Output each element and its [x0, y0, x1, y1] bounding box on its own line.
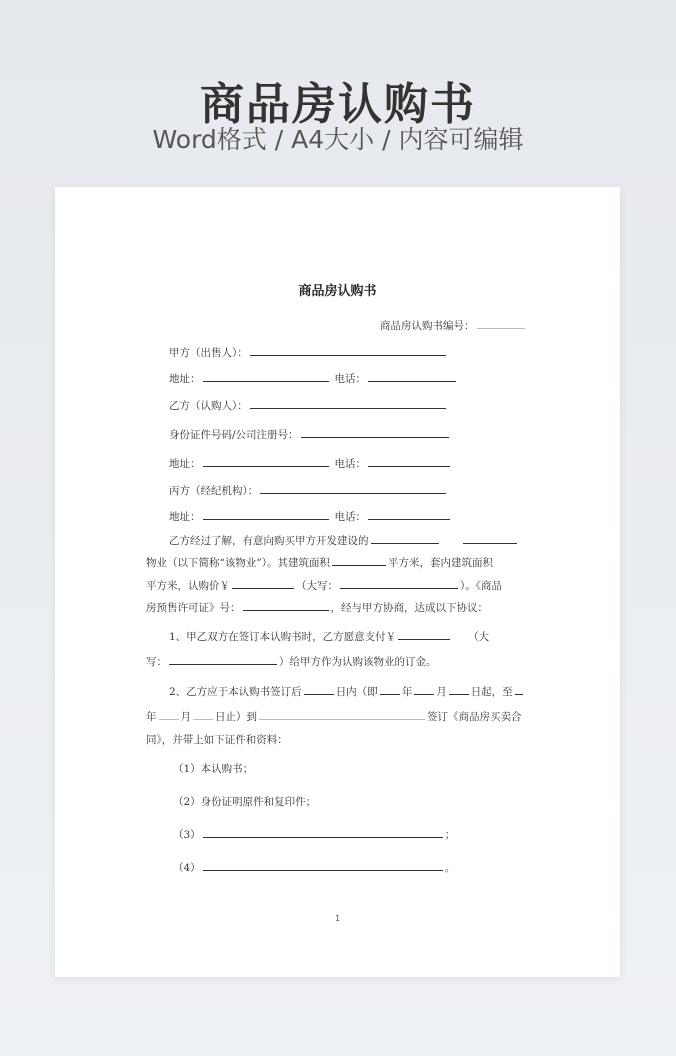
text: （大 [468, 631, 490, 643]
doc-title: 商品房认购书 [298, 284, 377, 299]
text: 乙方经过了解，有意向购买甲方开发建设的 [169, 535, 369, 547]
item-3 [173, 827, 455, 842]
text: 月 [436, 686, 447, 698]
blank[interactable] [169, 654, 277, 665]
text: 房预售许可证》号： [146, 602, 241, 614]
party-a-line [169, 345, 448, 360]
clause-2-line-1 [169, 684, 525, 699]
clause-1-line-1 [169, 629, 489, 644]
text: 日止）到 [215, 711, 257, 723]
blank[interactable] [193, 709, 213, 720]
para-line-4 [146, 600, 488, 615]
party-c-label: 丙方（经纪机构）： [169, 485, 259, 497]
address-label: 地址： [169, 511, 201, 523]
text: ）。《商品 [460, 580, 502, 592]
document-page [55, 187, 620, 977]
text: 年 [401, 686, 413, 698]
phone-blank[interactable] [368, 456, 450, 467]
text: 物业（以下简称“该物业”）。其建筑面积 [146, 557, 330, 569]
blank[interactable] [340, 578, 458, 589]
blank[interactable] [203, 860, 443, 871]
banner-subtitle: Word格式 / A4大小 / 内容可编辑 [152, 125, 524, 154]
text: 平方米，认购价￥ [146, 580, 230, 592]
text: 1、甲乙双方在签订本认购书时，乙方愿意支付￥ [169, 631, 397, 643]
address-label: 地址： [169, 458, 201, 470]
number-blank[interactable] [477, 318, 525, 329]
text: 。 [444, 862, 456, 874]
phone-blank[interactable] [368, 371, 456, 382]
id-label: 身份证件号码/公司注册号： [169, 429, 299, 441]
id-line [169, 427, 451, 442]
blank[interactable] [259, 709, 425, 720]
clause-2-line-2 [146, 709, 522, 724]
para-line-1 [169, 533, 519, 548]
address-blank[interactable] [203, 509, 329, 520]
blank[interactable] [332, 555, 386, 566]
phone-label: 电话： [334, 458, 366, 470]
number-line [380, 318, 527, 333]
id-blank[interactable] [301, 427, 449, 438]
address-c-line [169, 509, 452, 524]
text: （4） [173, 862, 201, 874]
text: 日内（即 [335, 686, 378, 698]
party-b-blank[interactable] [250, 398, 446, 409]
blank[interactable] [159, 709, 179, 720]
text: ，经与甲方协商，达成以下协议： [330, 602, 488, 614]
blank[interactable] [203, 827, 443, 838]
address-b-line [169, 456, 452, 471]
item-2: （2）身份证明原件和复印件； [173, 796, 317, 808]
address-blank[interactable] [203, 371, 329, 382]
item-1: （1）本认购书； [173, 763, 254, 775]
phone-label: 电话： [334, 373, 366, 385]
item-4 [173, 860, 455, 875]
address-blank[interactable] [203, 456, 329, 467]
blank[interactable] [463, 533, 517, 544]
para-line-3 [146, 578, 502, 593]
blank[interactable] [515, 684, 523, 695]
text: 写： [146, 656, 167, 668]
clause-1-line-2 [146, 654, 437, 669]
text: ）给甲方作为认购该物业的订金。 [279, 656, 437, 668]
text: （大写： [296, 580, 338, 592]
text: 日起，至 [470, 686, 513, 698]
text: 月 [180, 711, 191, 723]
number-label: 商品房认购书编号： [380, 320, 475, 332]
blank[interactable] [371, 533, 439, 544]
blank[interactable] [414, 684, 434, 695]
blank[interactable] [398, 629, 450, 640]
text: （3） [173, 829, 201, 841]
para-line-2 [146, 555, 493, 570]
clause-2-line-3: 同》，并带上如下证件和资料： [146, 734, 288, 746]
page-number: 1 [334, 914, 341, 923]
party-b-label: 乙方（认购人）： [169, 400, 248, 412]
banner-title: 商品房认购书 [200, 79, 476, 130]
address-label: 地址： [169, 373, 201, 385]
text: 平方米，套内建筑面积 [388, 557, 493, 569]
text: 年 [146, 711, 157, 723]
text: ； [444, 829, 456, 841]
text: 2、乙方应于本认购书签订后 [169, 686, 302, 698]
phone-blank[interactable] [368, 509, 450, 520]
blank[interactable] [243, 600, 329, 611]
blank[interactable] [449, 684, 469, 695]
party-c-line [169, 483, 448, 498]
blank[interactable] [232, 578, 294, 589]
blank[interactable] [304, 684, 334, 695]
party-b-line [169, 398, 448, 413]
party-a-label: 甲方（出售人）： [169, 347, 248, 359]
address-a-line [169, 371, 458, 386]
party-a-blank[interactable] [250, 345, 446, 356]
phone-label: 电话： [334, 511, 366, 523]
blank[interactable] [380, 684, 400, 695]
party-c-blank[interactable] [260, 483, 446, 494]
text: 签订《商品房买卖合 [427, 711, 522, 723]
